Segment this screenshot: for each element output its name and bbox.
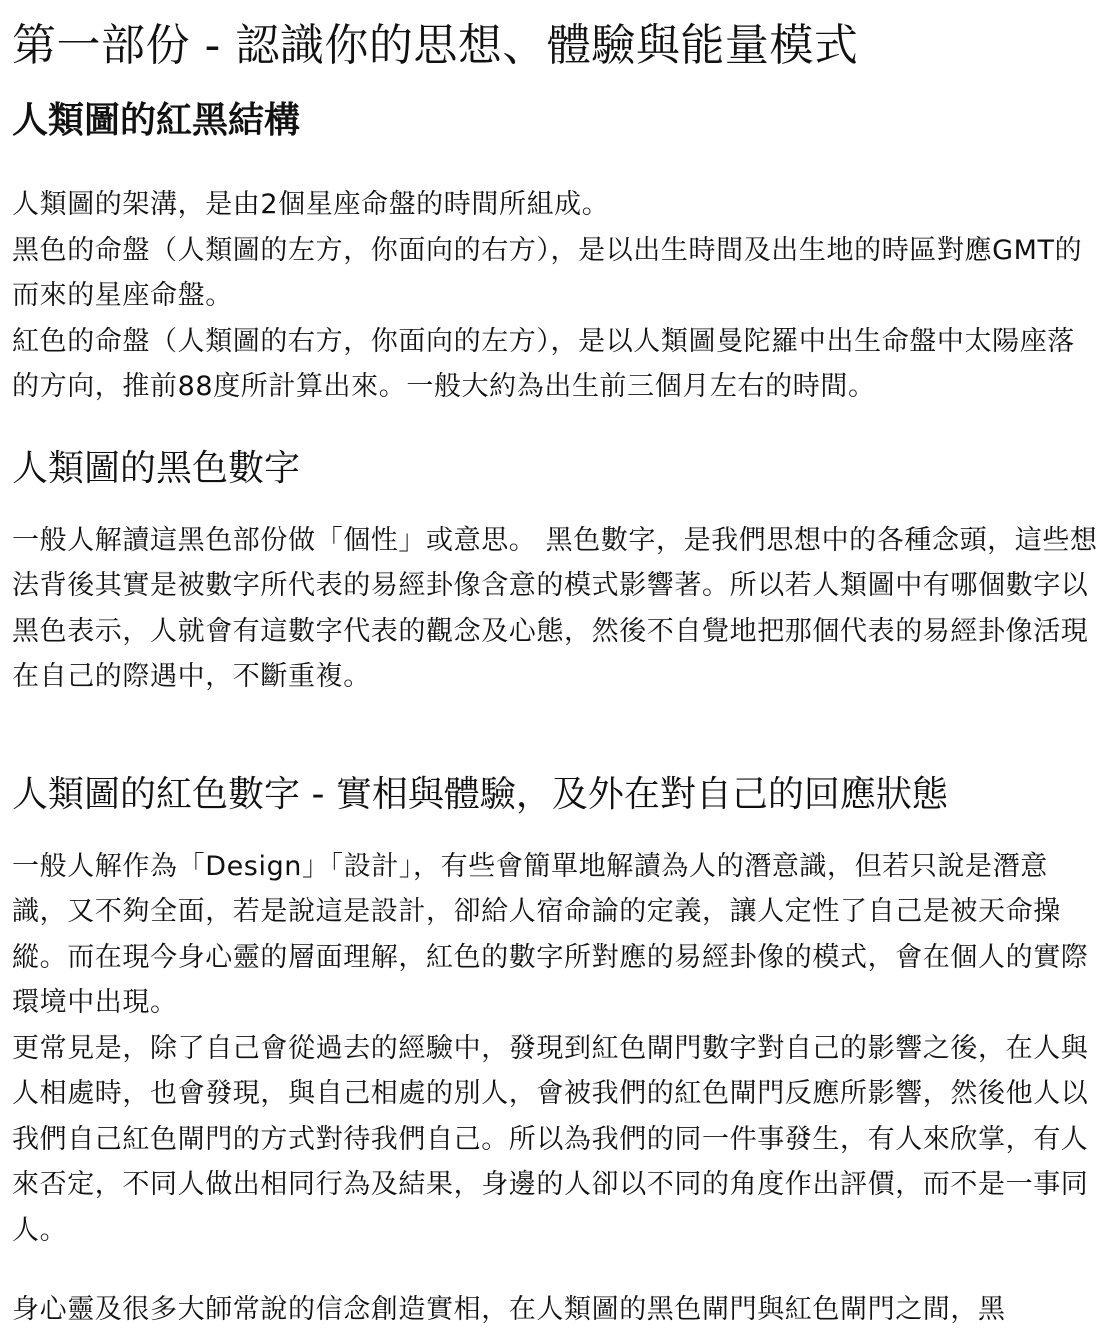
paragraph: 一般人解讀這黑色部份做「個性」或意思。 黑色數字，是我們思想中的各種念頭，這些想法背後其實是被數字所代表的易經卦像含意的模式影響著。所以若人類圖中有哪個數字以黑色表示，人就會有這數字代表的觀念及心態，然後不自覺地把那個代表的易經卦像活現在自己的際遇中，不斷重複。: [12, 524, 1098, 692]
section-heading: 人類圖的紅黑結構: [12, 100, 301, 141]
section-body: [12, 1287, 1098, 1333]
section-heading: 人類圖的黑色數字: [12, 447, 301, 489]
paragraph: 更常見是，除了自己會從過去的經驗中，發現到紅色閘門數字對自己的影響之後，在人與人相處時，也會發現，與自己相處的別人，會被我們的紅色閘門反應所影響，然後他人以我們自己紅色閘門的方式對待我們自己。所以為我們的同一件事發生，有人來欣掌，有人來否定，不同人做出相同行為及結果，身邊的人卻以不同的角度作出評價，而不是一事同人。: [12, 1032, 1089, 1246]
paragraph: 紅色的命盤（人類圖的右方，你面向的左方），是以人類圖曼陀羅中出生命盤中太陽座落的方向，推前88度所計算出來。一般大約為出生前三個月左右的時間。: [12, 325, 1075, 402]
section-heading: 人類圖的紅色數字 - 實相與體驗，及外在對自己的回應狀態: [12, 773, 948, 815]
section-body: [12, 518, 1098, 700]
section-continued: [12, 1287, 1098, 1333]
paragraph: 人類圖的架溝，是由2個星座命盤的時間所組成。: [12, 189, 610, 220]
article: [12, 0, 1098, 1333]
section-body: [12, 844, 1098, 1254]
section-red-numbers: [12, 772, 1098, 1254]
page-title: 第一部份 - 認識你的思想、體驗與能量模式: [12, 20, 859, 71]
section-red-black-structure: [12, 98, 1098, 410]
paragraph: 身心靈及很多大師常說的信念創造實相，在人類圖的黑色閘門與紅色閘門之間，黑: [12, 1294, 1006, 1325]
paragraph: 一般人解作為「Design」「設計」，有些會簡單地解讀為人的潛意識，但若只說是潛意識，又不夠全面，若是說這是設計，卻給人宿命論的定義，讓人定性了自己是被天命操縱。而在現今身心靈的層面理解，紅色的數字所對應的易經卦像的模式，會在個人的實際環境中出現。: [12, 850, 1089, 1018]
section-body: [12, 182, 1098, 410]
section-black-numbers: [12, 446, 1098, 700]
paragraph: 黑色的命盤（人類圖的左方，你面向的右方），是以出生時間及出生地的時區對應GMT的而來的星座命盤。: [12, 234, 1083, 311]
